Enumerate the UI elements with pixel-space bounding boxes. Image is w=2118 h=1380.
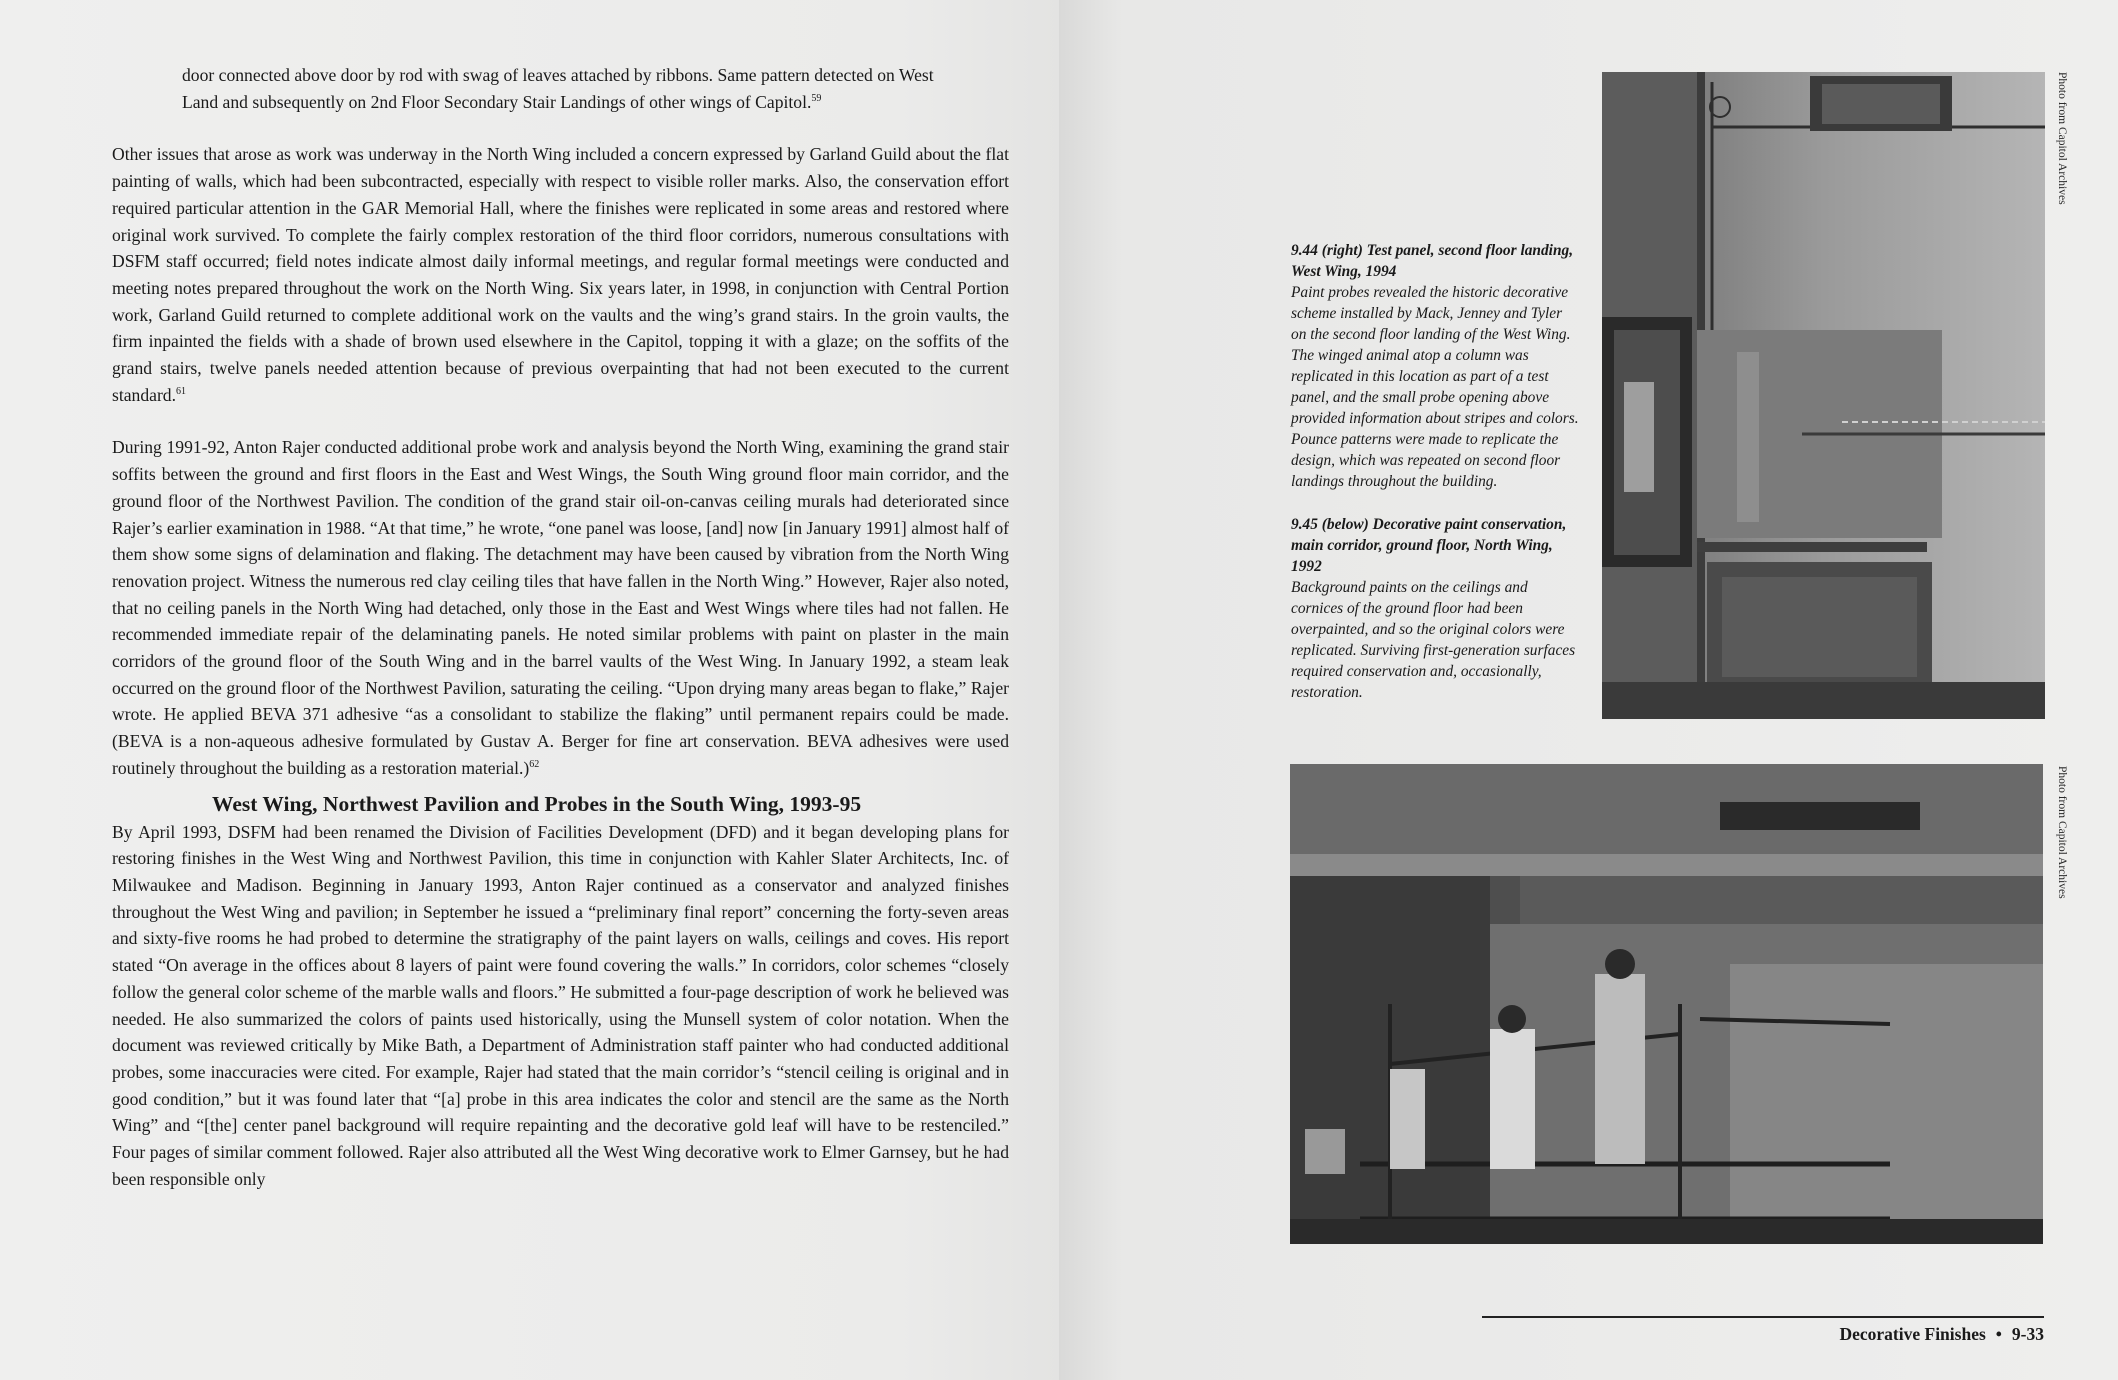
paragraph	[112, 434, 1009, 781]
caption-body: Background paints on the ceilings and cornices of the ground floor had been overpainted, and so the original colors were replicated. Surviving first-generation surfaces required conservation and, occasionally, restoration.	[1291, 579, 1576, 701]
paragraph-text: During 1991-92, Anton Rajer conducted additional probe work and analysis beyond the North Wing, examining the grand stair soffits between the ground and first floors in the East and West Wings, the South Wing ground floor main corridor, and the ground floor of the Northwest Pavilion. The condition of the grand stair oil-on-canvas ceiling murals had deteriorated since Rajer’s earlier examination in 1988. “At that time,” he wrote, “one panel was loose, [and] now [in January 1991] almost half of them show some signs of delamination and flaking. The detachment may have been caused by vibration from the North Wing renovation project. Witness the numerous red clay ceiling tiles that have fallen in the North Wing.” However, Rajer also noted, that no ceiling panels in the North Wing had detached, only those in the East and West Wings where tiles had not fallen. He recommended immediate repair of the delaminating panels. He noted similar problems with paint on plaster in the main corridors of the ground floor of the South Wing and in the barrel vaults of the West Wing. In January 1992, a steam leak occurred on the ground floor of the Northwest Pavilion, saturating the ceiling. “Upon drying many areas began to flake,” Rajer wrote. He applied BEVA 371 adhesive “as a consolidant to stabilize the flaking” until permanent repairs could be made. (BEVA is a non-aqueous adhesive formulated by Gustav A. Berger for fine art conservation. BEVA adhesives were used routinely throughout the building as a restoration material.)	[112, 437, 1009, 778]
caption-title: 9.45 (below) Decorative paint conservation, main corridor, ground floor, North Wing, 1992	[1291, 516, 1567, 575]
block-quote	[112, 62, 1009, 115]
running-footer	[1839, 1324, 2044, 1345]
caption-body: Paint probes revealed the historic decorative scheme installed by Mack, Jenney and Tyler on the second floor landing of the West Wing. The winged animal atop a column was replicated in this location as part of a test panel, and the small probe opening above provided information about stripes and colors. Pounce patterns were made to replicate the design, which was repeated on second floor landings throughout the building.	[1291, 284, 1579, 490]
photo-test-panel-image	[1602, 72, 2045, 719]
body-text	[112, 62, 1009, 1192]
photo-test-panel	[1602, 72, 2045, 719]
paragraph	[112, 819, 1009, 1193]
paragraph	[112, 141, 1009, 408]
footnote-ref: 61	[176, 385, 187, 397]
paragraph-text: Other issues that arose as work was underway in the North Wing included a concern expressed by Garland Guild about the flat painting of walls, which had been subcontracted, especially with respect to visible roller marks. Also, the conservation effort required particular attention in the GAR Memorial Hall, where the finishes were replicated in some areas and restored where original work survived. To complete the fairly complex restoration of the third floor corridors, numerous consultations with DSFM staff occurred; field notes indicate almost daily informal meetings, and regular formal meetings were conducted and meeting notes prepared throughout the work on the North Wing. Six years later, in 1998, in conjunction with Central Portion work, Garland Guild returned to complete additional work on the vaults and the wing’s grand stairs. In the groin vaults, the firm inpainted the fields with a shade of brown used elsewhere in the Capitol, topping it with a glaze; on the soffits of the grand stairs, twelve panels needed attention because of previous overpainting that had not been executed to the current standard.	[112, 144, 1009, 405]
bullet-separator: •	[1995, 1324, 2002, 1344]
photo-credit: Photo from Capitol Archives	[2056, 72, 2068, 205]
paragraph-text: By April 1993, DSFM had been renamed the Division of Facilities Development (DFD) and it began developing plans for restoring finishes in the West Wing and Northwest Pavilion, this time in conjunction with Kahler Slater Architects, Inc. of Milwaukee and Madison. Beginning in January 1993, Anton Rajer continued as a conservator and analyzed finishes throughout the West Wing and pavilion; in September he issued a “preliminary final report” concerning the forty-seven areas and sixty-five rooms he had probed to determine the stratigraphy of the paint layers on walls, ceilings and coves. His report stated “On average in the offices about 8 layers of paint were found covering the walls.” In corridors, color schemes “closely follow the general color scheme of the marble walls and floors.” He submitted a four-page description of work he believed was needed. He also summarized the colors of paints used historically, using the Munsell system of color notation. When the document was reviewed critically by Mike Bath, a Department of Administration staff painter who had conducted additional probes, some inaccuracies were cited. For example, Rajer had stated that the main corridor’s “stencil ceiling is original and in good condition,” but it was found later that “[a] probe in this area indicates the color and stencil are the same as the North Wing” and “[the] center panel background will require repainting and the decorative gold leaf will have to be restenciled.” Four pages of similar comment followed. Rajer also attributed all the West Wing decorative work to Elmer Garnsey, but he had been responsible only	[112, 821, 1009, 1189]
caption-title: 9.44 (right) Test panel, second floor landing, West Wing, 1994	[1291, 242, 1574, 280]
page-number: 9-33	[2011, 1324, 2044, 1344]
figure-captions	[1291, 240, 1579, 703]
photo-corridor-conservation	[1290, 764, 2043, 1244]
photo-credit: Photo from Capitol Archives	[2056, 766, 2068, 899]
section-name: Decorative Finishes	[1839, 1324, 1986, 1344]
footer-rule	[1482, 1316, 2044, 1318]
footnote-ref: 59	[811, 92, 822, 104]
section-heading: West Wing, Northwest Pavilion and Probes in the South Wing, 1993-95	[212, 791, 862, 816]
footnote-ref: 62	[529, 759, 540, 771]
paragraph-text: door connected above door by rod with swag of leaves attached by ribbons. Same pattern detected on West Land and subsequently on 2nd Floor Secondary Stair Landings of other wings of Capitol.	[182, 65, 934, 112]
photo-corridor-conservation-image	[1290, 764, 2043, 1244]
